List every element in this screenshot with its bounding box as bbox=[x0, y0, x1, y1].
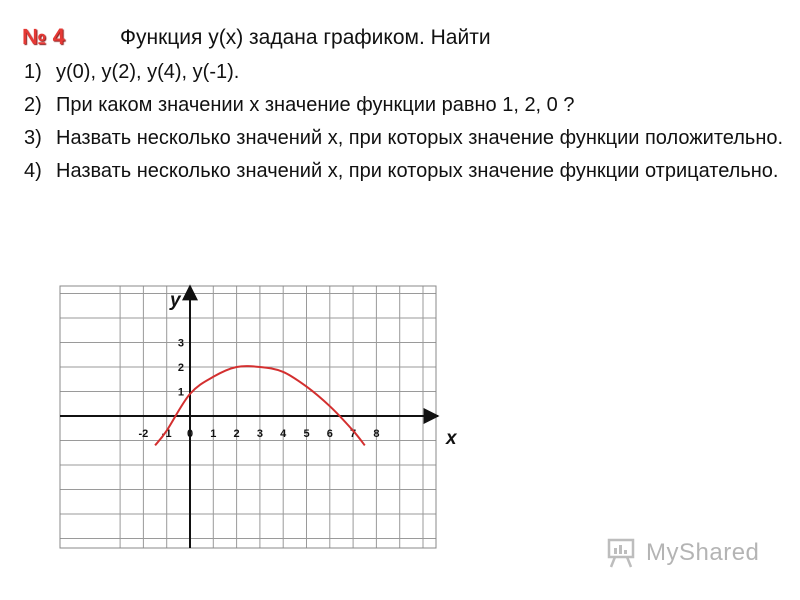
x-tick-label: 2 bbox=[233, 428, 240, 440]
x-tick-label: 1 bbox=[210, 428, 217, 440]
y-tick-label: 2 bbox=[177, 362, 184, 374]
task-number: 2) bbox=[24, 94, 42, 116]
x-tick-label: 0 bbox=[186, 428, 194, 440]
y-tick-label: 1 bbox=[177, 386, 184, 399]
task-text: Назвать несколько значений х, при которых значение функции отрицательно. bbox=[56, 160, 779, 182]
task-number: 3) bbox=[24, 127, 42, 149]
watermark-text: MyShared bbox=[646, 539, 760, 566]
task-text: При каком значении х значение функции равно 1, 2, 0 ? bbox=[56, 94, 575, 116]
task-text: Назвать несколько значений х, при которых значение функции положительно. bbox=[56, 127, 784, 149]
task-text: у(0), у(2), у(4), у(-1). bbox=[56, 61, 240, 83]
x-axis-label: х bbox=[446, 428, 457, 449]
x-tick-label: -1 bbox=[161, 428, 172, 440]
x-tick-label: 5 bbox=[303, 428, 310, 440]
x-tick-label: 6 bbox=[326, 428, 333, 440]
presentation-board-icon bbox=[606, 536, 640, 570]
problem-title: Функция у(х) задана графиком. Найти bbox=[120, 26, 491, 49]
watermark bbox=[606, 536, 759, 570]
y-axis-label: у bbox=[170, 290, 181, 311]
task-number: 1) bbox=[24, 61, 42, 83]
x-tick-label: 7 bbox=[350, 428, 357, 440]
y-tick-label: 3 bbox=[177, 337, 184, 350]
task-number: 4) bbox=[24, 160, 42, 182]
x-tick-label: -2 bbox=[138, 428, 149, 440]
x-tick-label: 8 bbox=[373, 428, 380, 440]
problem-number: № 4 bbox=[22, 24, 65, 49]
x-tick-label: 4 bbox=[280, 428, 287, 440]
x-tick-label: 3 bbox=[256, 428, 263, 440]
